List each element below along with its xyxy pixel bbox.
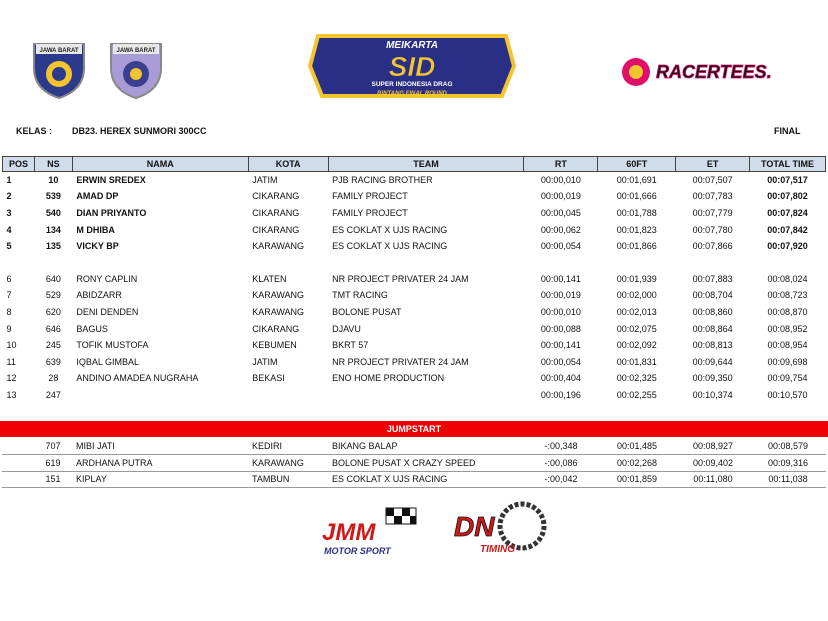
cell-total: 00:08,954	[767, 340, 808, 351]
cell-team: ENO HOME PRODUCTION	[332, 373, 445, 384]
cell-ns: 28	[48, 373, 59, 384]
cell-ft60: 00:01,666	[616, 191, 657, 202]
cell-ns: 619	[34, 455, 72, 472]
cell-empty	[2, 455, 34, 472]
cell-rt: -:00,086	[524, 455, 598, 472]
cell-total: 00:10,570	[767, 389, 808, 400]
cell-team: NR PROJECT PRIVATER 24 JAM	[332, 356, 469, 367]
cell-et: 00:09,402	[676, 455, 750, 472]
cell-rt: 00:00,054	[540, 241, 581, 252]
cell-rt: 00:00,019	[540, 290, 581, 301]
col-60ft: 60FT	[598, 157, 676, 172]
kelas-label: KELAS :	[16, 126, 52, 136]
cell-total: 00:09,754	[767, 373, 808, 384]
results-table	[2, 156, 826, 403]
cell-ns: 707	[34, 438, 72, 455]
cell-kota: KARAWANG	[252, 241, 305, 252]
cell-ft60: 00:01,831	[616, 356, 657, 367]
cell-ns: 134	[45, 224, 61, 235]
table-header	[3, 157, 826, 172]
cell-et: 00:07,507	[692, 175, 733, 186]
table-row	[3, 188, 826, 205]
cell-nama: RONY CAPLIN	[76, 273, 138, 284]
cell-team: FAMILY PROJECT	[332, 207, 408, 218]
table-row	[3, 320, 826, 337]
cell-team: BKRT 57	[332, 340, 369, 351]
cell-et: 00:08,704	[692, 290, 733, 301]
cell-et: 00:07,783	[692, 191, 733, 202]
cell-ft60: 00:01,691	[616, 175, 657, 186]
cell-total: 00:08,579	[750, 438, 826, 455]
cell-rt: -:00,348	[524, 438, 598, 455]
cell-ft60: 00:01,788	[616, 207, 657, 218]
cell-team: BIKANG BALAP	[328, 438, 524, 455]
cell-pos: 2	[6, 191, 12, 202]
jmm-sub: MOTOR SPORT	[324, 546, 391, 556]
table-row	[3, 221, 826, 238]
cell-et: 00:08,927	[676, 438, 750, 455]
col-et: ET	[676, 157, 750, 172]
cell-nama: TOFIK MUSTOFA	[76, 340, 149, 351]
cell-ns: 540	[45, 207, 61, 218]
row-spacer	[3, 254, 826, 270]
cell-nama: BAGUS	[76, 323, 108, 334]
jumpstart-row	[2, 455, 826, 472]
cell-kota: CIKARANG	[252, 224, 300, 235]
col-kota: KOTA	[248, 157, 328, 172]
badge-1-text: JAWA BARAT	[39, 48, 79, 54]
cell-team: BOLONE PUSAT X CRAZY SPEED	[328, 455, 524, 472]
cell-total: 00:08,870	[767, 306, 808, 317]
main-logo-sub: SUPER INDONESIA DRAG	[371, 81, 453, 88]
cell-team	[328, 387, 524, 404]
cell-team: BOLONE PUSAT	[332, 306, 402, 317]
cell-rt: 00:00,010	[540, 306, 581, 317]
cell-rt: 00:00,141	[540, 340, 581, 351]
cell-kota: KARAWANG	[252, 290, 305, 301]
stage-label: FINAL	[774, 126, 801, 136]
cell-kota: JATIM	[252, 356, 278, 367]
cell-nama: ERWIN SREDEX	[76, 175, 146, 186]
cell-ns: 539	[45, 191, 61, 202]
cell-ft60: 00:01,823	[616, 224, 657, 235]
cell-nama: DIAN PRIYANTO	[76, 207, 147, 218]
cell-ft60: 00:02,268	[598, 455, 676, 472]
cell-kota: KARAWANG	[252, 306, 305, 317]
cell-ft60: 00:01,859	[598, 471, 676, 488]
cell-rt: 00:00,141	[540, 273, 581, 284]
table-row	[3, 304, 826, 321]
cell-kota: BEKASI	[252, 373, 285, 384]
cell-et: 00:07,779	[692, 207, 733, 218]
cell-total: 00:07,920	[767, 241, 808, 252]
cell-pos: 11	[6, 356, 16, 367]
cell-rt: 00:00,054	[540, 356, 581, 367]
cell-team: DJAVU	[332, 323, 361, 334]
cell-kota: KARAWANG	[248, 455, 328, 472]
cell-team: TMT RACING	[332, 290, 388, 301]
jumpstart-row	[2, 471, 826, 488]
cell-total: 00:08,723	[767, 290, 808, 301]
cell-total: 00:08,952	[767, 323, 808, 334]
jumpstart-table	[2, 438, 826, 488]
cell-ft60: 00:01,939	[616, 273, 657, 284]
cell-kota: KEBUMEN	[252, 340, 297, 351]
cell-pos: 8	[6, 306, 12, 317]
cell-et: 00:07,780	[692, 224, 733, 235]
col-ns: NS	[34, 157, 72, 172]
main-logo-top: MEIKARTA	[386, 40, 438, 51]
cell-nama: MIBI JATI	[72, 438, 248, 455]
cell-ns: 529	[45, 290, 61, 301]
cell-pos: 6	[6, 273, 12, 284]
table-row	[3, 172, 826, 189]
cell-pos: 12	[6, 373, 17, 384]
cell-et: 00:11,080	[676, 471, 750, 488]
cell-ft60: 00:01,485	[598, 438, 676, 455]
cell-nama: VICKY BP	[76, 241, 119, 252]
table-row	[3, 287, 826, 304]
col-nama: NAMA	[72, 157, 248, 172]
cell-kota	[248, 387, 328, 404]
cell-ft60: 00:02,325	[616, 373, 657, 384]
cell-kota: CIKARANG	[252, 323, 300, 334]
sid-event-logo	[306, 28, 518, 104]
cell-ns: 646	[45, 323, 61, 334]
cell-pos: 3	[6, 207, 12, 218]
cell-et: 00:09,350	[692, 373, 733, 384]
kelas-value: DB23. HEREX SUNMORI 300CC	[72, 126, 207, 136]
cell-total: 00:08,024	[767, 273, 808, 284]
jumpstart-row	[2, 438, 826, 455]
cell-nama: M DHIBA	[76, 224, 115, 235]
cell-ns: 10	[48, 175, 59, 186]
cell-ns: 639	[45, 356, 61, 367]
table-row	[3, 238, 826, 255]
cell-ns: 245	[45, 340, 61, 351]
table-row	[3, 387, 826, 404]
cell-pos: 7	[6, 290, 12, 301]
table-row	[3, 370, 826, 387]
jmm-motorsport-logo	[316, 502, 420, 560]
cell-rt: 00:00,045	[540, 207, 581, 218]
cell-et: 00:10,374	[692, 389, 733, 400]
cell-empty	[2, 471, 34, 488]
cell-nama: KIPLAY	[72, 471, 248, 488]
table-row	[3, 270, 826, 287]
cell-pos: 9	[6, 323, 12, 334]
cell-team: ES COKLAT X UJS RACING	[332, 241, 448, 252]
cell-ft60: 00:02,075	[616, 323, 657, 334]
cell-kota: CIKARANG	[252, 191, 300, 202]
table-row	[3, 337, 826, 354]
cell-rt: -:00,042	[524, 471, 598, 488]
col-pos: POS	[3, 157, 35, 172]
cell-kota: JATIM	[252, 175, 278, 186]
cell-rt: 00:00,196	[540, 389, 581, 400]
cell-total: 00:07,824	[767, 207, 808, 218]
cell-nama: IQBAL GIMBAL	[76, 356, 140, 367]
cell-pos: 10	[6, 340, 17, 351]
cell-pos: 13	[6, 389, 17, 400]
cell-rt: 00:00,062	[540, 224, 581, 235]
cell-kota: KEDIRI	[248, 438, 328, 455]
main-logo-big: SID	[388, 51, 436, 82]
cell-nama	[72, 387, 248, 404]
cell-rt: 00:00,019	[540, 191, 581, 202]
cell-empty	[2, 438, 34, 455]
cell-rt: 00:00,404	[540, 373, 581, 384]
cell-ns: 247	[45, 389, 61, 400]
jawa-barat-badge-1	[30, 38, 88, 100]
dn-text: DN	[454, 511, 495, 542]
cell-et: 00:08,864	[692, 323, 733, 334]
cell-team: ES COKLAT X UJS RACING	[328, 471, 524, 488]
cell-pos: 1	[6, 175, 12, 186]
cell-kota: KLATEN	[252, 273, 287, 284]
jumpstart-banner: JUMPSTART	[0, 421, 828, 437]
cell-total: 00:09,316	[750, 455, 826, 472]
table-row	[3, 205, 826, 222]
cell-ft60: 00:02,092	[616, 340, 657, 351]
cell-et: 00:07,866	[692, 241, 733, 252]
cell-ns: 135	[45, 241, 61, 252]
cell-total: 00:07,802	[767, 191, 808, 202]
racertees-text: RACERTEES.	[656, 62, 772, 82]
cell-team: PJB RACING BROTHER	[332, 175, 433, 186]
cell-team: FAMILY PROJECT	[332, 191, 408, 202]
cell-rt: 00:00,088	[540, 323, 581, 334]
cell-nama: ANDINO AMADEA NUGRAHA	[76, 373, 199, 384]
col-rt: RT	[524, 157, 598, 172]
cell-kota: TAMBUN	[248, 471, 328, 488]
cell-et: 00:08,813	[692, 340, 733, 351]
col-total: TOTAL TIME	[750, 157, 826, 172]
table-row	[3, 353, 826, 370]
cell-ns: 620	[45, 306, 61, 317]
col-team: TEAM	[328, 157, 524, 172]
jmm-text: JMM	[322, 519, 376, 546]
cell-total: 00:07,842	[767, 224, 808, 235]
cell-team: ES COKLAT X UJS RACING	[332, 224, 448, 235]
dn-timing-logo	[450, 500, 550, 560]
cell-pos: 5	[6, 241, 12, 252]
jawa-barat-badge-2	[108, 38, 164, 100]
cell-team: NR PROJECT PRIVATER 24 JAM	[332, 273, 469, 284]
cell-nama: ABIDZARR	[76, 290, 122, 301]
main-logo-round: BINTANG FINAL ROUND	[377, 91, 447, 97]
cell-et: 00:09,644	[692, 356, 733, 367]
cell-total: 00:09,698	[767, 356, 808, 367]
cell-et: 00:08,860	[692, 306, 733, 317]
cell-nama: DENI DENDEN	[76, 306, 139, 317]
cell-pos: 4	[6, 224, 12, 235]
cell-ft60: 00:02,000	[616, 290, 657, 301]
racertees-logo	[620, 52, 806, 92]
cell-ft60: 00:01,866	[616, 241, 657, 252]
cell-ns: 151	[34, 471, 72, 488]
badge-2-text: JAWA BARAT	[116, 48, 156, 54]
cell-ft60: 00:02,013	[616, 306, 657, 317]
cell-total: 00:07,517	[767, 175, 808, 186]
cell-nama: AMAD DP	[76, 191, 119, 202]
cell-et: 00:07,883	[692, 273, 733, 284]
cell-rt: 00:00,010	[540, 175, 581, 186]
cell-total: 00:11,038	[750, 471, 826, 488]
cell-ns: 640	[45, 273, 61, 284]
cell-ft60: 00:02,255	[616, 389, 657, 400]
cell-nama: ARDHANA PUTRA	[72, 455, 248, 472]
cell-kota: CIKARANG	[252, 207, 300, 218]
dn-sub: TIMING	[480, 544, 515, 555]
